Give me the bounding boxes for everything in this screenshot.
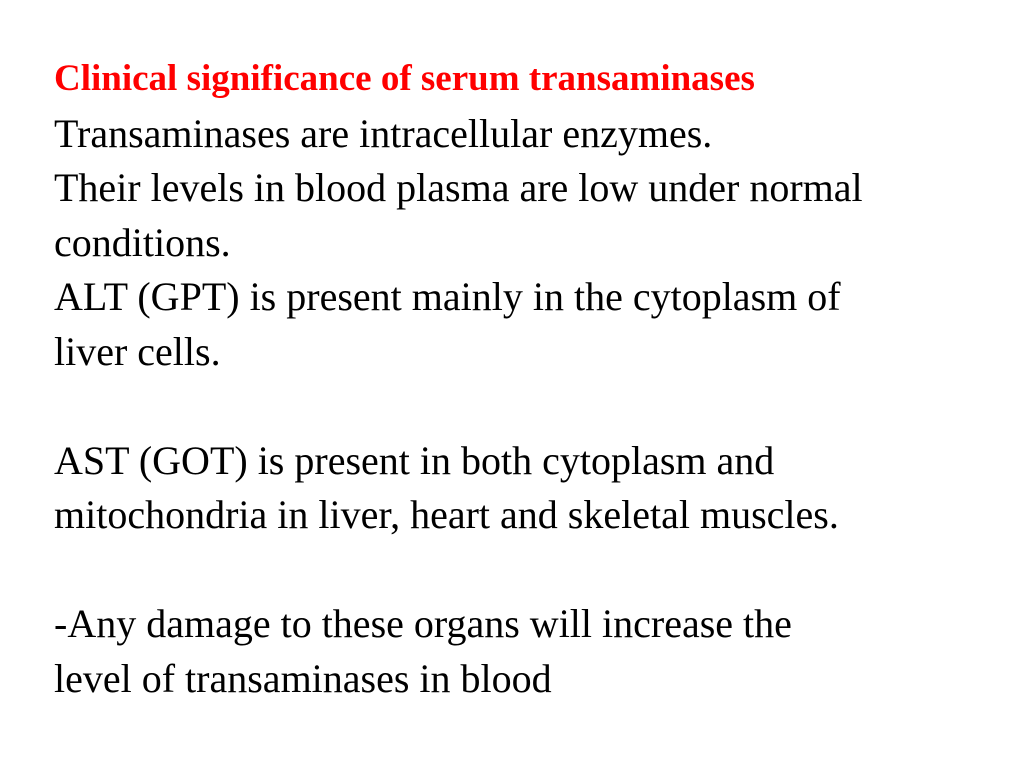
text-line-8: mitochondria in liver, heart and skeletal muscles. bbox=[54, 492, 839, 537]
text-line-11: level of transaminases in blood bbox=[54, 655, 552, 701]
text-line-1: Transaminases are intracellular enzymes. bbox=[54, 110, 713, 156]
slide-title: Clinical significance of serum transaminases bbox=[54, 58, 755, 99]
blank-line bbox=[54, 543, 994, 598]
slide-body bbox=[54, 52, 994, 706]
text-line-5: liver cells. bbox=[54, 328, 221, 374]
text-line-3: conditions. bbox=[54, 219, 231, 265]
text-line-4: ALT (GPT) is present mainly in the cytoplasm of bbox=[54, 274, 841, 319]
blank-line bbox=[54, 379, 994, 434]
text-line-2: Their levels in blood plasma are low under normal bbox=[54, 165, 863, 210]
text-line-7: AST (GOT) is present in both cytoplasm and bbox=[54, 437, 775, 483]
text-line-10: -Any damage to these organs will increase the bbox=[54, 601, 792, 646]
